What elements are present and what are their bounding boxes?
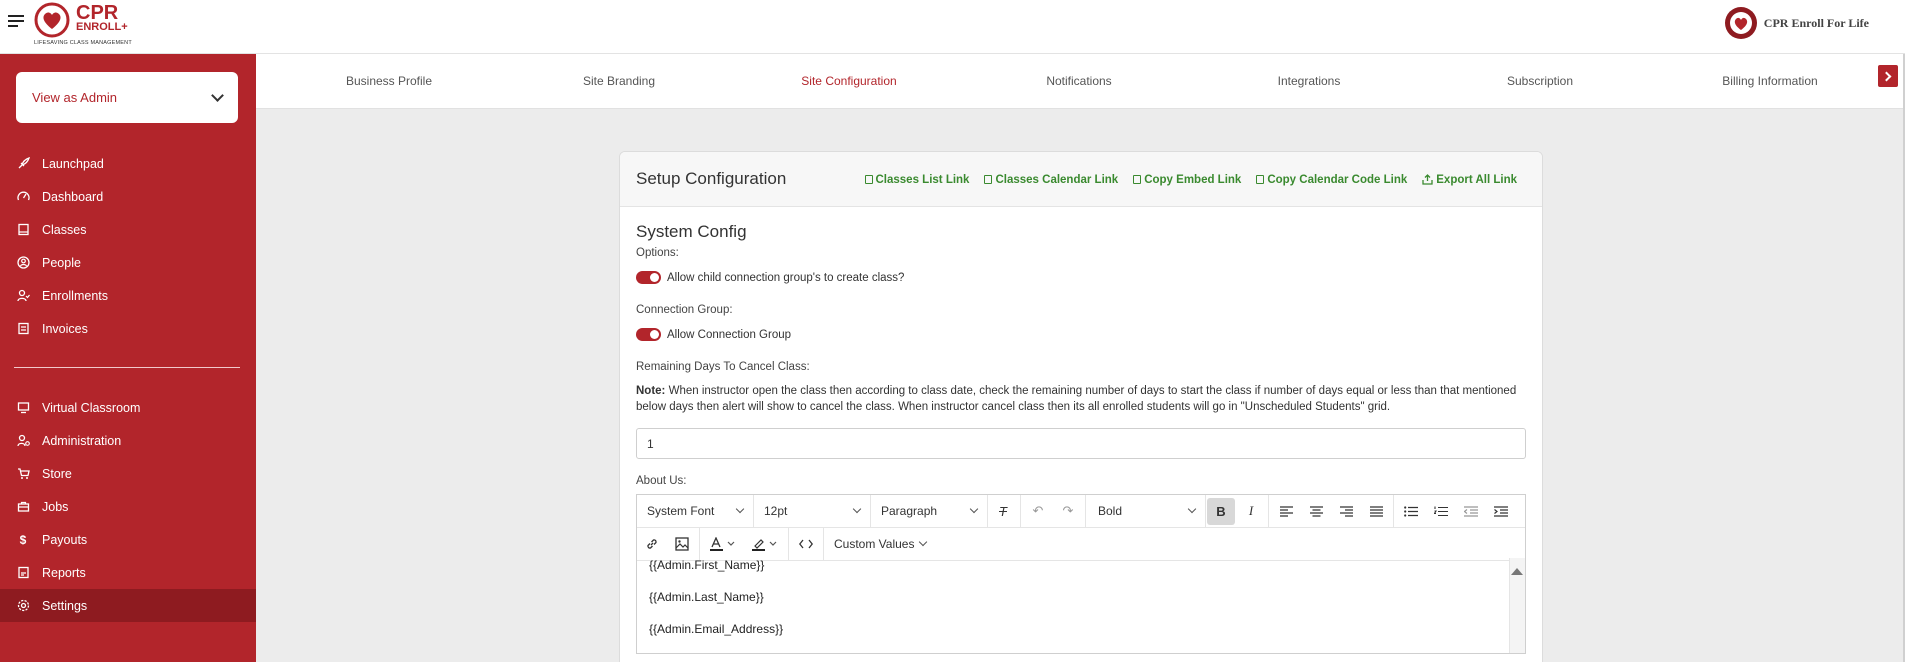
options-label: Options:: [636, 247, 679, 259]
setup-configuration-card: [619, 151, 1543, 662]
sidebar-item-label: Enrollments: [42, 288, 108, 303]
align-left-icon: [1280, 506, 1293, 517]
sidebar-item-label: Store: [42, 466, 72, 481]
sidebar-item-classes[interactable]: [0, 213, 256, 246]
indent-icon: [1494, 506, 1508, 517]
sidebar-item-invoices[interactable]: [0, 312, 256, 345]
sidebar-item-jobs[interactable]: [0, 490, 256, 523]
card-body: [620, 207, 1542, 654]
sidebar-item-label: Classes: [42, 222, 87, 237]
classes-list-link[interactable]: [865, 174, 970, 186]
tab-site-configuration[interactable]: Site Configuration: [801, 74, 897, 88]
chevron-down-icon: [211, 89, 224, 102]
custom-values-label: Custom Values: [834, 537, 915, 551]
link-icon: [645, 537, 659, 551]
editor-line: {{Admin.Last_Name}}: [649, 590, 764, 604]
user-check-icon: [16, 289, 30, 303]
tab-subscription[interactable]: Subscription: [1506, 74, 1574, 88]
align-center-button[interactable]: [1302, 498, 1330, 525]
font-weight-select[interactable]: [1088, 495, 1206, 528]
logo-tagline: LIFESAVING CLASS MANAGEMENT: [34, 40, 132, 46]
toolbar-separator: [788, 528, 789, 561]
sidebar-item-reports[interactable]: [0, 556, 256, 589]
copy-calendar-code-link[interactable]: [1256, 174, 1407, 186]
bold-icon: B: [1216, 503, 1226, 519]
note-text: When instructor open the class then according to class date, check the remaining number of days to start the class if number of days equal or less than that mentioned below days then alert will show to cancel the class. When instructor cancel class then its all enrolled students will go in "Unscheduled Students" grid.: [636, 385, 1517, 413]
font-size-select[interactable]: [754, 495, 871, 528]
card-links: [865, 152, 1518, 207]
font-family-select[interactable]: [637, 495, 754, 528]
italic-button[interactable]: [1237, 498, 1265, 525]
logo-main-text: CPR: [76, 2, 119, 24]
export-all-link[interactable]: [1422, 174, 1517, 186]
about-us-editor: [636, 494, 1526, 654]
sidebar-item-dashboard[interactable]: [0, 180, 256, 213]
app-logo[interactable]: [34, 2, 144, 48]
copy-embed-link-label: Copy Embed Link: [1144, 173, 1242, 186]
org-logo-icon: [1724, 6, 1758, 40]
sidebar-item-people[interactable]: [0, 246, 256, 279]
chevron-down-icon: [736, 505, 744, 513]
align-justify-icon: [1370, 506, 1383, 517]
sidebar-item-launchpad[interactable]: [0, 147, 256, 180]
copy-icon: [984, 175, 992, 184]
copy-icon: [1256, 175, 1264, 184]
system-config-title: System Config: [636, 222, 747, 241]
image-icon: [675, 537, 689, 551]
editor-line: {{Admin.First_Name}}: [649, 558, 765, 572]
sidebar-item-store[interactable]: [0, 457, 256, 490]
view-as-dropdown[interactable]: [16, 72, 238, 123]
numbered-list-icon: [1434, 506, 1448, 517]
about-us-label: About Us:: [636, 475, 687, 487]
sidebar-nav-secondary: [0, 391, 256, 622]
allow-connection-row: [636, 328, 1526, 341]
sidebar-item-label: Launchpad: [42, 156, 104, 171]
block-format-value: Paragraph: [881, 504, 938, 518]
editor-line: {{Admin.Email_Address}}: [649, 622, 784, 636]
gauge-icon: [16, 190, 30, 204]
align-center-icon: [1310, 506, 1323, 517]
invoice-icon: [16, 322, 30, 336]
report-icon: [16, 566, 30, 580]
tab-business-profile[interactable]: Business Profile: [345, 74, 433, 88]
top-header: [0, 0, 1905, 54]
sidebar: [0, 54, 256, 662]
sidebar-item-virtual-classroom[interactable]: [0, 391, 256, 424]
highlight-color-button[interactable]: [745, 531, 785, 558]
code-icon: [799, 539, 813, 549]
text-color-button[interactable]: [703, 531, 743, 558]
export-all-link-label: Export All Link: [1436, 173, 1517, 186]
remaining-days-input[interactable]: [636, 428, 1526, 459]
remaining-days-label: Remaining Days To Cancel Class:: [636, 361, 810, 373]
copy-icon: [865, 175, 873, 184]
connection-group-label: Connection Group:: [636, 304, 733, 316]
sidebar-item-label: People: [42, 255, 81, 270]
chevron-down-icon: [1188, 505, 1196, 513]
redo-button[interactable]: [1054, 498, 1082, 525]
export-icon: [1422, 174, 1433, 185]
tabs-next-button[interactable]: [1878, 65, 1898, 87]
sidebar-item-label: Settings: [42, 598, 88, 613]
bullet-list-button[interactable]: [1397, 498, 1425, 525]
undo-icon: ↶: [1032, 503, 1044, 518]
outdent-icon: [1464, 506, 1478, 517]
gear-icon: [16, 599, 30, 613]
block-format-select[interactable]: [871, 495, 988, 528]
toolbar-separator: [1085, 495, 1086, 528]
clear-format-button[interactable]: [989, 498, 1017, 525]
view-as-label: View as Admin: [32, 90, 118, 105]
toolbar-separator: [1393, 495, 1394, 528]
tab-integrations[interactable]: Integrations: [1277, 74, 1341, 88]
org-brand-name: CPR Enroll For Life: [1763, 15, 1869, 30]
sidebar-item-label: Dashboard: [42, 189, 104, 204]
tab-site-branding[interactable]: Site Branding: [582, 74, 656, 88]
indent-button[interactable]: [1487, 498, 1515, 525]
toolbar-separator: [699, 528, 700, 561]
editor-content[interactable]: [637, 558, 1525, 653]
sidebar-item-administration[interactable]: [0, 424, 256, 457]
tab-billing-information[interactable]: Billing Information: [1722, 74, 1818, 88]
allow-child-toggle[interactable]: [636, 271, 661, 284]
sidebar-item-enrollments[interactable]: [0, 279, 256, 312]
sidebar-item-label: Invoices: [42, 321, 88, 336]
heart-logo-icon: [34, 2, 70, 38]
sidebar-item-label: Reports: [42, 565, 86, 580]
sidebar-item-label: Jobs: [42, 499, 69, 514]
chevron-down-icon: [853, 505, 861, 513]
remaining-days-value: 1: [647, 436, 654, 451]
classes-calendar-link-label: Classes Calendar Link: [995, 173, 1119, 186]
editor-scrollbar[interactable]: [1509, 558, 1525, 653]
sidebar-item-payouts[interactable]: [0, 523, 256, 556]
clear-format-icon: T: [999, 503, 1007, 519]
font-size-value: 12pt: [764, 504, 788, 518]
note-prefix: Note:: [636, 385, 666, 397]
remaining-days-note: [636, 383, 1531, 415]
tab-notifications[interactable]: Notifications: [1046, 74, 1112, 88]
sidebar-divider: [14, 367, 240, 368]
redo-icon: ↷: [1062, 503, 1074, 518]
copy-calendar-code-link-label: Copy Calendar Code Link: [1267, 173, 1408, 186]
chevron-down-icon: [919, 538, 927, 546]
font-family-value: System Font: [647, 504, 715, 518]
allow-connection-toggle[interactable]: [636, 328, 661, 341]
book-icon: [16, 223, 30, 237]
editor-toolbar-row-1: [637, 495, 1525, 528]
highlight-icon: [752, 537, 778, 551]
font-weight-value: Bold: [1098, 504, 1123, 518]
cart-icon: [16, 467, 30, 481]
allow-connection-label: Allow Connection Group: [667, 328, 792, 341]
admin-icon: [16, 434, 30, 448]
chevron-down-icon: [970, 505, 978, 513]
link-button[interactable]: [638, 531, 666, 558]
allow-child-label: Allow child connection group's to create class?: [667, 271, 905, 284]
source-code-button[interactable]: [792, 531, 820, 558]
image-button[interactable]: [668, 531, 696, 558]
copy-icon: [1133, 175, 1141, 184]
briefcase-icon: [16, 500, 30, 514]
italic-icon: I: [1248, 503, 1254, 518]
align-right-icon: [1340, 506, 1353, 517]
copy-embed-link[interactable]: [1133, 174, 1241, 186]
numbered-list-button[interactable]: [1427, 498, 1455, 525]
toolbar-separator: [823, 528, 824, 561]
toolbar-separator: [1268, 495, 1269, 528]
card-header: [620, 152, 1542, 207]
sidebar-item-label: Administration: [42, 433, 122, 448]
sidebar-item-settings[interactable]: [0, 589, 256, 622]
undo-button[interactable]: [1024, 498, 1052, 525]
hamburger-menu-icon[interactable]: [8, 15, 24, 29]
monitor-icon: [16, 401, 30, 415]
align-justify-button[interactable]: [1362, 498, 1390, 525]
org-brand[interactable]: [1724, 6, 1869, 40]
custom-values-select[interactable]: [826, 528, 936, 561]
rocket-icon: [16, 157, 30, 171]
sidebar-nav-primary: [0, 147, 256, 345]
editor-toolbar-row-2: [637, 528, 1525, 561]
allow-child-row: [636, 271, 1526, 284]
bold-button[interactable]: [1207, 498, 1235, 525]
scroll-up-arrow-icon[interactable]: [1511, 568, 1523, 575]
classes-list-link-label: Classes List Link: [875, 173, 970, 186]
logo-sub-text: ENROLL+: [76, 21, 128, 33]
bullet-list-icon: [1404, 506, 1418, 517]
sidebar-item-label: Virtual Classroom: [42, 400, 141, 415]
sidebar-item-label: Payouts: [42, 532, 88, 547]
person-circle-icon: [16, 256, 30, 270]
align-right-button[interactable]: [1332, 498, 1360, 525]
toolbar-separator: [1020, 495, 1021, 528]
align-left-button[interactable]: [1272, 498, 1300, 525]
card-title: Setup Configuration: [636, 169, 787, 188]
classes-calendar-link[interactable]: [984, 174, 1118, 186]
text-color-icon: [710, 537, 736, 551]
outdent-button[interactable]: [1457, 498, 1485, 525]
dollar-icon: $: [19, 532, 27, 547]
chevron-right-icon: [1882, 71, 1892, 81]
settings-tabs: [256, 54, 1905, 109]
